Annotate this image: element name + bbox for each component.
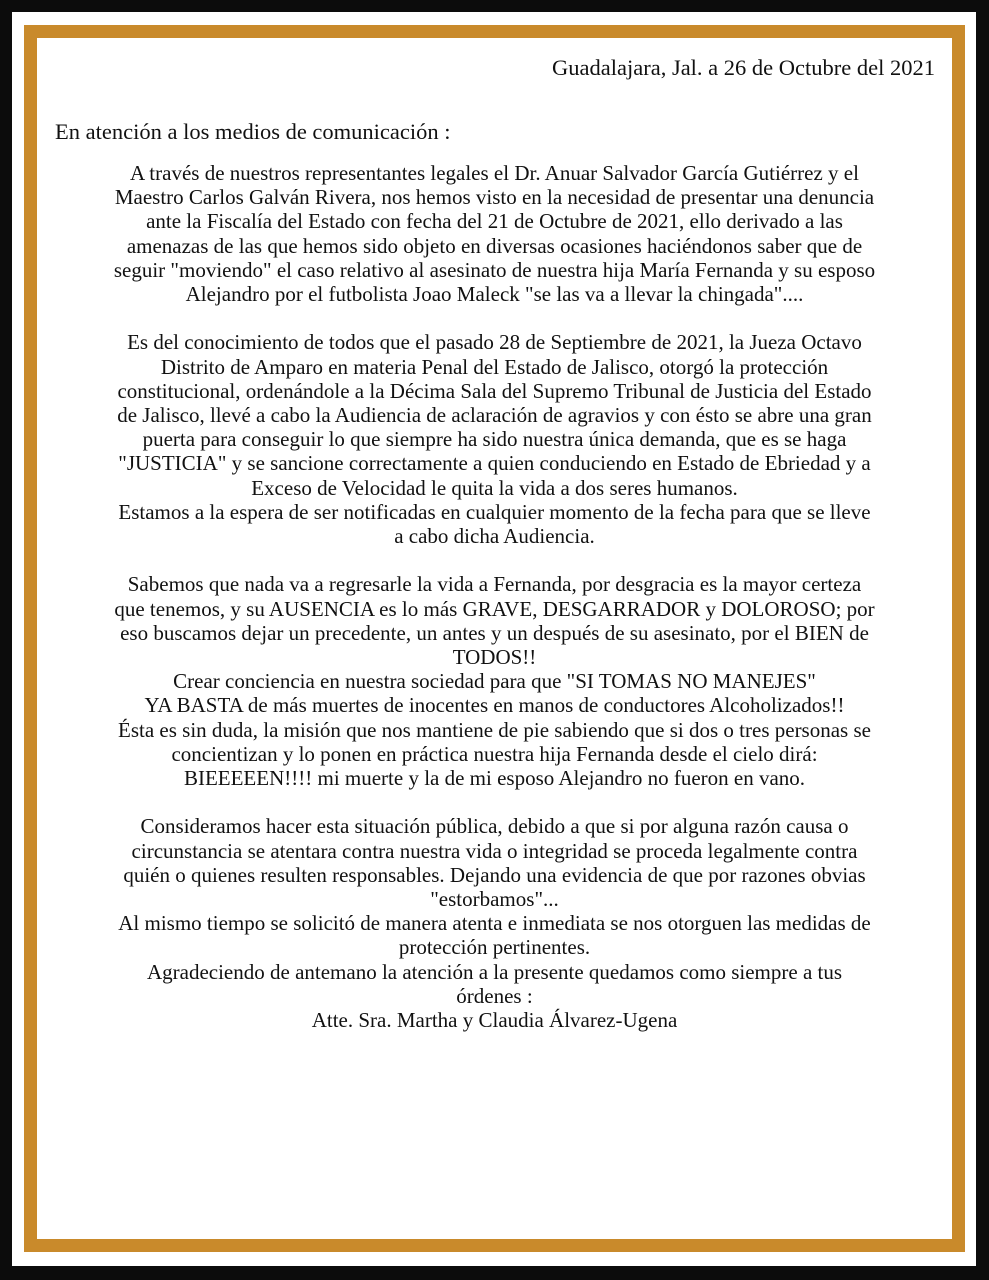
text-line: Sabemos que nada va a regresarle la vida a Fernanda, por desgracia es la mayor certeza [127,572,862,597]
letter-body [47,161,942,1032]
text-line: Estamos a la espera de ser notificadas en cualquier momento de la fecha para que se lleve [118,499,871,524]
text-line: puerta para conseguir lo que siempre ha sido nuestra única demanda, que es se haga [142,427,847,452]
text-line: quién o quienes resulten responsables. Dejando una evidencia de que por razones obvias [123,862,866,887]
text-line: TODOS!! [452,645,537,670]
text-line: Ésta es sin duda, la misión que nos mantiene de pie sabiendo que si dos o tres personas se [118,717,871,742]
text-line: YA BASTA de más muertes de inocentes en manos de conductores Alcoholizados!! [144,693,845,718]
paragraph [47,161,942,306]
paragraph [47,572,942,790]
letter-content [37,38,952,1239]
text-line: "estorbamos"... [430,887,559,912]
text-line: ante la Fiscalía del Estado con fecha del 21 de Octubre de 2021, ello derivado a las [146,209,843,234]
text-line: Crear conciencia en nuestra sociedad para que "SI TOMAS NO MANEJES" [173,669,816,694]
text-line: Maestro Carlos Galván Rivera, nos hemos visto en la necesidad de presentar una denuncia [114,185,875,210]
paragraph [47,814,942,1032]
text-line: órdenes : [456,983,533,1008]
text-line: protección pertinentes. [398,935,591,960]
text-line: Alejandro por el futbolista Joao Maleck "se las va a llevar la chingada".... [185,282,804,307]
text-line: BIEEEEEN!!!! mi muerte y la de mi esposo Alejandro no fueron en vano. [183,766,806,791]
text-line: Exceso de Velocidad le quita la vida a dos seres humanos. [251,475,738,500]
text-line: Distrito de Amparo en materia Penal del Estado de Jalisco, otorgó la protección [160,354,829,379]
text-line: "JUSTICIA" y se sancione correctamente a quien conduciendo en Estado de Ebriedad y a [118,451,871,476]
text-line: eso buscamos dejar un precedente, un antes y un después de su asesinato, por el BIEN de [120,620,869,645]
greeting: En atención a los medios de comunicación : [55,119,451,144]
text-line: Atte. Sra. Martha y Claudia Álvarez-Ugena [311,1008,678,1033]
text-line: A través de nuestros representantes legales el Dr. Anuar Salvador García Gutiérrez y el [130,161,859,185]
place-date: Guadalajara, Jal. a 26 de Octubre del 2021 [552,55,935,80]
text-line: Consideramos hacer esta situación pública, debido a que si por alguna razón causa o [140,814,849,839]
text-line: seguir "moviendo" el caso relativo al asesinato de nuestra hija María Fernanda y su esposo [113,257,876,282]
paragraph [47,330,942,548]
text-line: Es del conocimiento de todos que el pasado 28 de Septiembre de 2021, la Jueza Octavo [127,330,862,355]
text-line: a cabo dicha Audiencia. [394,524,595,549]
text-line: circunstancia se atentara contra nuestra vida o integridad se proceda legalmente contra [131,838,858,863]
text-line: constitucional, ordenándole a la Décima Sala del Supremo Tribunal de Justicia del Estado [117,378,872,403]
text-line: Agradeciendo de antemano la atención a la presente quedamos como siempre a tus [146,959,843,984]
text-line: amenazas de las que hemos sido objeto en diversas ocasiones haciéndonos saber que de [126,233,863,258]
text-line: de Jalisco, llevé a cabo la Audiencia de aclaración de agravios y con ésto se abre una gran [117,403,872,428]
text-line: que tenemos, y su AUSENCIA es lo más GRAVE, DESGARRADOR y DOLOROSO; por [114,596,875,621]
text-line: concientizan y lo ponen en práctica nuestra hija Fernanda desde el cielo dirá: [171,741,818,766]
text-line: Al mismo tiempo se solicitó de manera atenta e inmediata se nos otorguen las medidas de [118,911,871,936]
